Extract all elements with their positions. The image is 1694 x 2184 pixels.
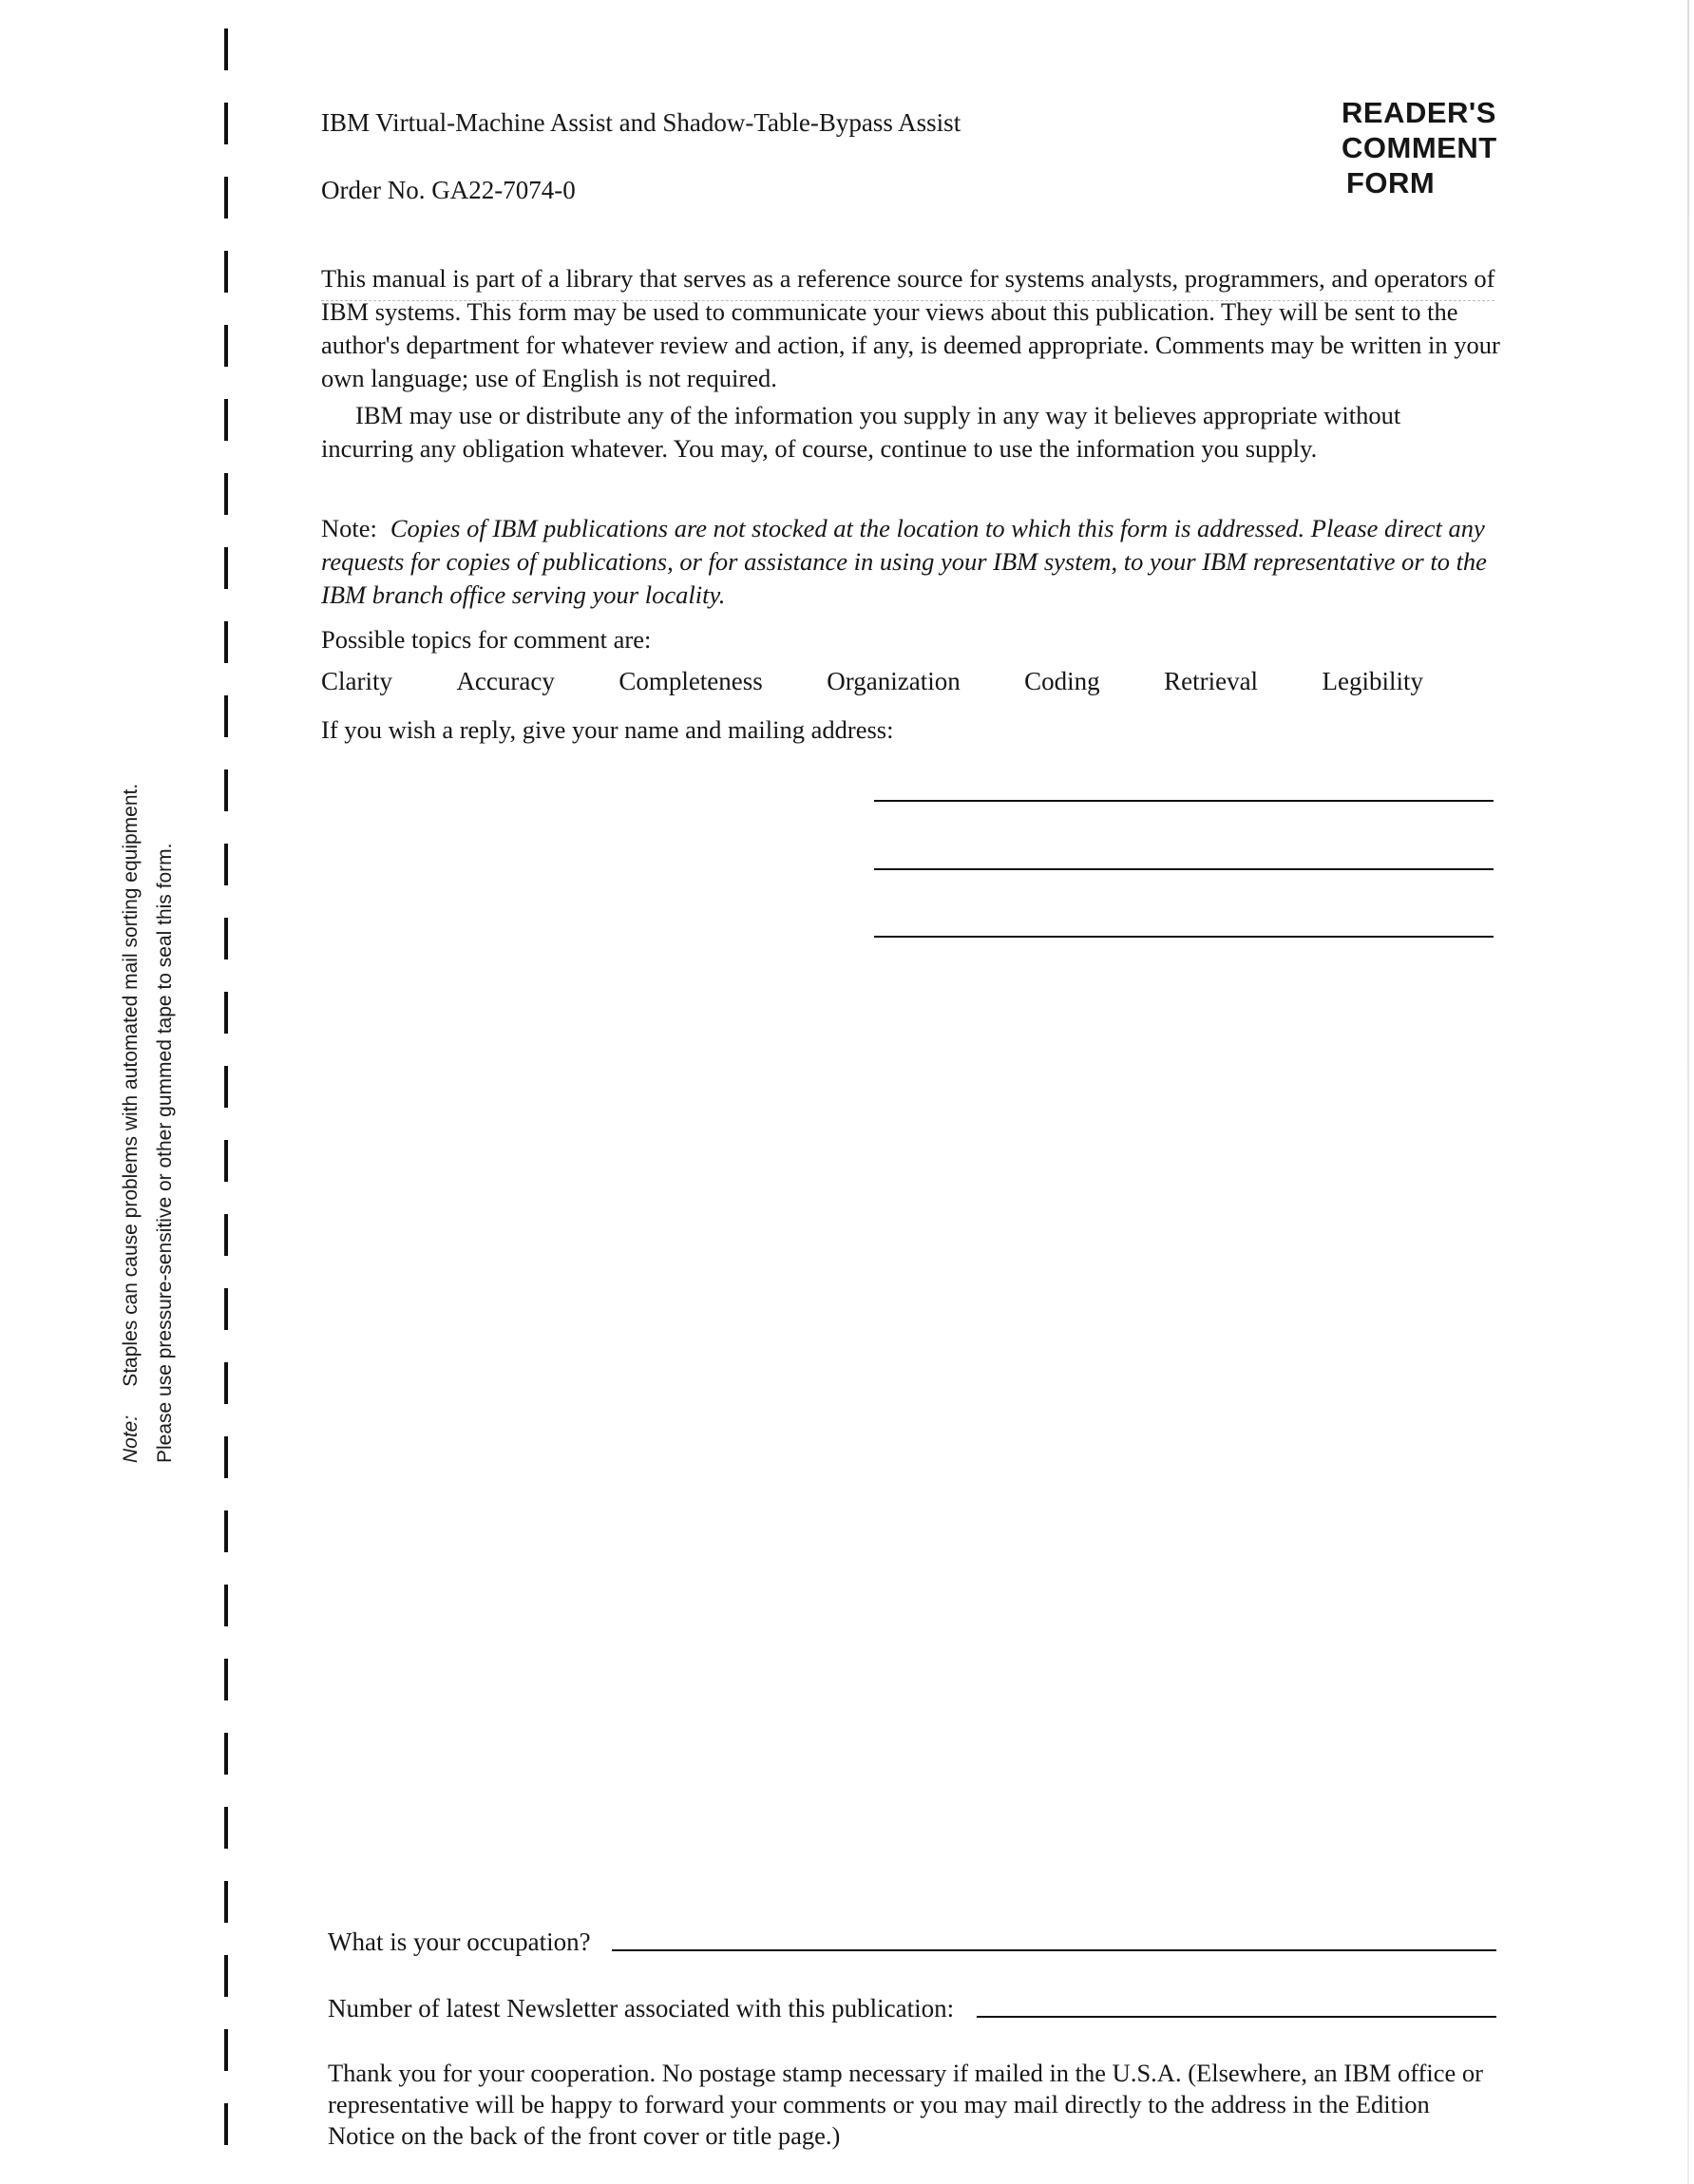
margin-note-line2: Please use pressure-sensitive or other gummed tape to seal this form. (154, 843, 176, 1463)
newsletter-label: Number of latest Newsletter associated with this publication: (328, 1994, 955, 2023)
form-title-line: COMMENT (1342, 131, 1497, 164)
topic-item: Completeness (619, 667, 763, 695)
address-line-2[interactable] (874, 868, 1494, 870)
document-title: IBM Virtual-Machine Assist and Shadow-Table-Bypass Assist (321, 108, 961, 137)
occupation-field[interactable] (612, 1949, 1496, 1951)
topic-item: Retrieval (1164, 667, 1259, 695)
topic-item: Legibility (1322, 667, 1423, 695)
topic-item: Organization (827, 667, 961, 695)
address-line-1[interactable] (874, 800, 1494, 802)
margin-note-label: Note: (120, 1415, 142, 1463)
form-title-line: READER'S (1342, 96, 1496, 129)
cut-line (224, 28, 228, 2175)
newsletter-row (328, 1994, 1496, 2023)
topic-item: Accuracy (456, 667, 555, 695)
page-edge (1687, 0, 1689, 2184)
margin-note-line1: Note:Staples can cause problems with automated mail sorting equipment. (120, 783, 142, 1463)
topics-intro: Possible topics for comment are: (321, 625, 652, 654)
newsletter-field[interactable] (977, 2016, 1496, 2018)
form-title-line: FORM (1346, 166, 1436, 199)
occupation-label: What is your occupation? (328, 1928, 591, 1956)
reply-prompt: If you wish a reply, give your name and mailing address: (321, 715, 894, 744)
thanks-paragraph: Thank you for your cooperation. No postage stamp necessary if mailed in the U.S.A. (Elsewhere, an IBM office or representative will be happy to forward your comments or you may mail directly to the address in the Edition Notice on the back of the front cover or title page.) (328, 2059, 1483, 2150)
form-title (1342, 95, 1497, 200)
note-text: Copies of IBM publications are not stocked at the location to which this form is addressed. Please direct any requests for copies of publications, or for assistance in using your IBM system, to your IBM representative or to the IBM branch office serving your locality. (321, 514, 1487, 609)
intro-paragraph: This manual is part of a library that serves as a reference source for systems analysts, programmers, and operators of IBM systems. This form may be used to communicate your views about this publication. They will be sent to the author's department for whatever review and action, if any, is deemed appropriate. Comments may be written in your own language; use of English is not required. (321, 264, 1500, 392)
margin-note (114, 784, 182, 1463)
topic-item: Clarity (321, 667, 392, 695)
usage-paragraph: IBM may use or distribute any of the information you supply in any way it believes appropriate without incurring any obligation whatever. You may, of course, continue to use the information you supply. (321, 401, 1401, 463)
address-line-3[interactable] (874, 936, 1494, 938)
note-label: Note: (321, 514, 377, 542)
faint-rule (321, 300, 1494, 301)
topics-list (321, 667, 1423, 696)
order-number: Order No. GA22-7074-0 (321, 176, 576, 204)
topic-item: Coding (1024, 667, 1100, 695)
occupation-row (328, 1928, 1496, 1957)
note-paragraph (321, 512, 1504, 612)
